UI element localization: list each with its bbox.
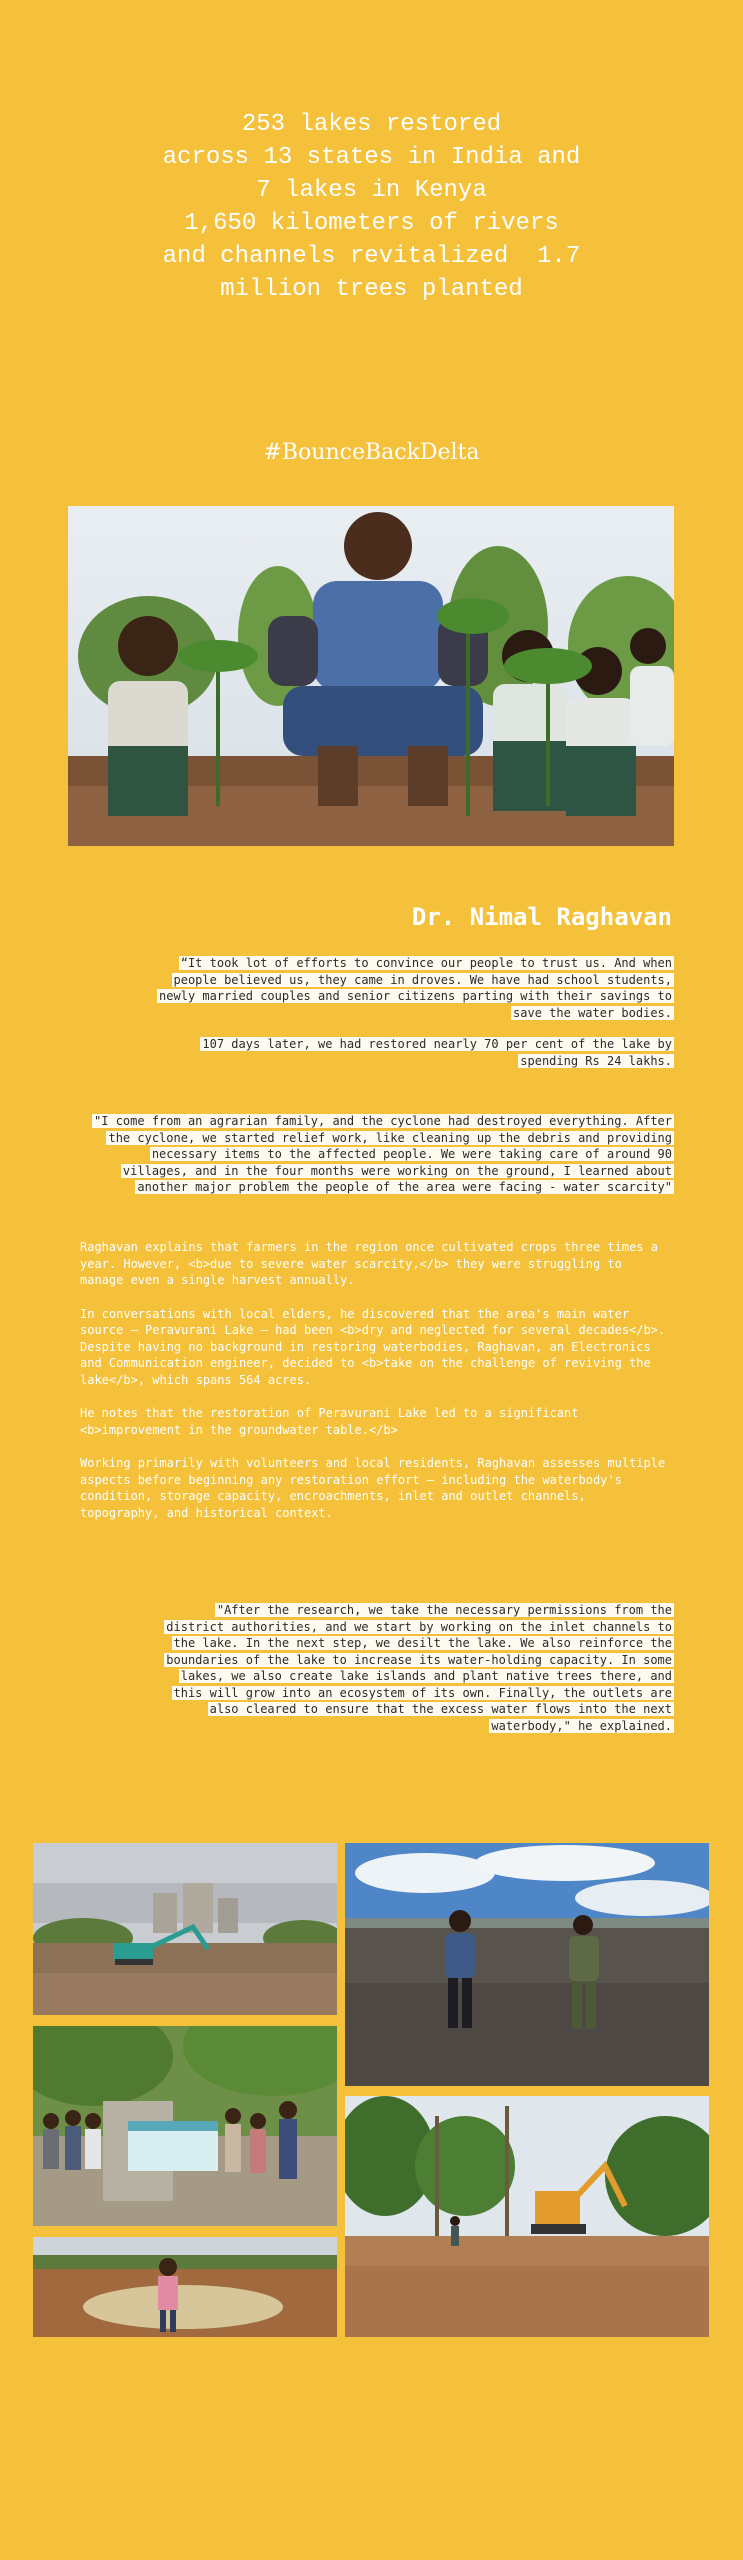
- hero-stats-line: 7 lakes in Kenya: [256, 177, 487, 204]
- gallery-photo-team-banner: [33, 2026, 337, 2226]
- gallery-photo-lake-pit: [33, 2237, 337, 2337]
- article-paragraph: [80, 1455, 672, 1521]
- article-line: manage even a single harvest annually.: [80, 1273, 355, 1287]
- quote-line: another major problem the people of the area were facing - water scarcity": [137, 1180, 672, 1194]
- quote-line: "After the research, we take the necessary permissions from the: [216, 1603, 672, 1617]
- main-photo-illustration: [68, 506, 674, 846]
- article-line: He notes that the restoration of Peravurani Lake led to a significant: [80, 1406, 579, 1420]
- quote-line: 107 days later, we had restored nearly 70 per cent of the lake by: [202, 1037, 672, 1051]
- quote-line: "I come from an agrarian family, and the cyclone had destroyed everything. After: [94, 1114, 672, 1128]
- person-name: Dr. Nimal Raghavan: [411, 903, 672, 931]
- hero-stats: [0, 108, 743, 306]
- quote-line: also cleared to ensure that the excess water flows into the next: [209, 1702, 672, 1716]
- article-line: source — Peravurani Lake — had been <b>dry and neglected for several decades</b>.: [80, 1323, 666, 1337]
- gallery-photo-excavator-palms: [345, 2096, 709, 2337]
- hashtag-heading: #BounceBackDelta: [263, 440, 480, 465]
- article-line: and Communication engineer, decided to <b>take on the challenge of reviving the: [80, 1356, 651, 1370]
- quote-line: the cyclone, we started relief work, like cleaning up the debris and providing: [108, 1130, 672, 1145]
- hero-stats-line: and channels revitalized 1.7: [162, 243, 581, 270]
- article-line: Raghavan explains that farmers in the region once cultivated crops three times a: [80, 1240, 658, 1254]
- gallery-photo-illustration: [33, 2026, 337, 2226]
- article-line: aspects before beginning any restoration effort — including the waterbody's: [80, 1472, 622, 1487]
- hero-stats-line: 1,650 kilometers of rivers: [184, 210, 559, 237]
- hero-stats-line: 253 lakes restored: [241, 111, 502, 138]
- quote-line: save the water bodies.: [513, 1005, 672, 1020]
- quote-line: district authorities, and we start by working on the inlet channels to: [166, 1619, 672, 1634]
- article-paragraph: [80, 1239, 672, 1289]
- quote-line: waterbody," he explained.: [491, 1718, 672, 1733]
- article-line: lake</b>, which spans 564 acres.: [80, 1372, 312, 1387]
- article-line: condition, storage capacity, encroachments, inlet and outlet channels,: [80, 1489, 586, 1503]
- quote-line: villages, and in the four months were working on the ground, I learned about: [122, 1163, 672, 1178]
- quote-agrarian-family: [74, 1113, 674, 1196]
- article-line: In conversations with local elders, he discovered that the area's main water: [80, 1306, 630, 1321]
- quote-line: lakes, we also create lake islands and plant native trees there, and: [180, 1669, 672, 1683]
- hero-stats-line: across 13 states in India and: [162, 144, 581, 171]
- quote-line: people believed us, they came in droves. We have had school students,: [173, 972, 672, 987]
- quote-line: newly married couples and senior citizens parting with their savings to: [159, 989, 672, 1003]
- gallery-photo-illustration: [345, 2096, 709, 2337]
- quote-line: this will grow into an ecosystem of its own. Finally, the outlets are: [173, 1685, 672, 1700]
- main-photo: [68, 506, 674, 846]
- article-line: <b>improvement in the groundwater table.</b>: [80, 1422, 398, 1437]
- quote-line: boundaries of the lake to increase its water-holding capacity. In some: [166, 1652, 672, 1667]
- gallery-photo-illustration: [345, 1843, 709, 2086]
- quote-line: “It took lot of efforts to convince our people to trust us. And when: [180, 956, 672, 970]
- quote-line: the lake. In the next step, we desilt the lake. We also reinforce the: [173, 1636, 672, 1650]
- gallery-photo-excavator-site: [33, 1843, 337, 2015]
- gallery-photo-dry-lakebed: [345, 1843, 709, 2086]
- article-line: Working primarily with volunteers and local residents, Raghavan assesses multiple: [80, 1456, 666, 1470]
- article-line: Despite having no background in restoring waterbodies, Raghavan, an Electronics: [80, 1339, 651, 1354]
- quote-line: necessary items to the affected people. We were taking care of around 90: [151, 1147, 672, 1161]
- quote-trust: [154, 955, 674, 1021]
- article-paragraph: [80, 1306, 672, 1389]
- gallery-photo-illustration: [33, 1843, 337, 2015]
- quote-line: spending Rs 24 lakhs.: [520, 1053, 672, 1068]
- article-body: [80, 1239, 672, 1538]
- quote-process: [154, 1602, 674, 1734]
- article-line: topography, and historical context.: [80, 1505, 333, 1520]
- quote-107-days: [154, 1036, 674, 1069]
- hero-stats-line: million trees planted: [220, 276, 523, 303]
- article-paragraph: [80, 1405, 672, 1438]
- article-line: year. However, <b>due to severe water scarcity,</b> they were struggling to: [80, 1256, 622, 1271]
- gallery-photo-illustration: [33, 2237, 337, 2337]
